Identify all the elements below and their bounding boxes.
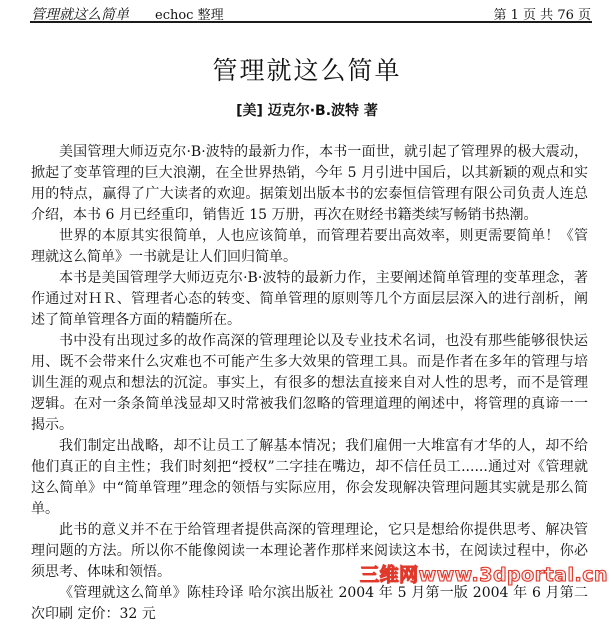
header-divider: [30, 21, 592, 23]
paragraph: 此书的意义并不在于给管理者提供高深的管理理论，它只是想给你提供思考、解决管理问题的方法。所以你不能像阅读一本理论著作那样来阅读这本书，在阅读过程中，你必须思考、体味和领悟。: [31, 522, 588, 580]
header-page-indicator: 第 1 页 共 76 页: [493, 8, 591, 23]
paragraph: 《管理就这么简单》陈桂玲译 哈尔滨出版社 2004 年 5 月第一版 2004 年 6 月第二次印刷 定价：32 元: [31, 585, 588, 622]
book-title: 管理就这么简单: [212, 56, 402, 85]
author-line: [美] 迈克尔·B.波特 著: [236, 103, 378, 119]
paragraph: 我们制定出战略，却不让员工了解基本情况；我们雇佣一大堆富有才华的人，却不给他们真正的自主性；我们时刻把“授权”二字挂在嘴边，却不信任员工......通过对《管理就这么简单》中“简单管理”理念的领悟与实际应用，你会发现解决管理问题其实就是那么简单。: [31, 438, 588, 517]
header-compiler: echoc 整理: [155, 8, 224, 23]
header-book-title: 管理就这么简单: [31, 7, 129, 23]
paragraph: 书中没有出现过多的故作高深的管理理论以及专业技术名词，也没有那些能够很快运用、既不会带来什么灾难也不可能产生多大效果的管理工具。而是作者在多年的管理与培训生涯的观点和想法的沉淀。事实上，有很多的想法直接来自对人性的思考，而不是管理逻辑。在对一条条简单浅显却又时常被我们忽略的管理道理的阐述中，将管理的真谛一一揭示。: [31, 333, 588, 433]
watermark: 三维网www.3dportal.cn: [360, 564, 608, 586]
paragraph: 美国管理大师迈克尔·B·波特的最新力作，本书一面世，就引起了管理界的极大震动，掀起了变革管理的巨大浪潮，在全世界热销，今年 5 月引进中国后，以其新颖的观点和实用的特点，赢得了广大读者的欢迎。据策划出版本书的宏泰恒信管理有限公司负责人连总介绍，本书 6 月已经重印，销售近 15 万册，再次在财经书籍类续写畅销书热潮。: [31, 144, 588, 223]
paragraph: 本书是美国管理学大师迈克尔·B·波特的最新力作，主要阐述简单管理的变革理念，著作通过对ＨＲ、管理者心态的转变、简单管理的原则等几个方面层层深入的进行剖析，阐述了简单管理各方面的精髓所在。: [31, 270, 588, 328]
body-text: [31, 142, 588, 625]
paragraph: 世界的本原其实很简单，人也应该简单，而管理若要出高效率，则更需要简单！《管理就这么简单》一书就是让人们回归简单。: [31, 228, 588, 265]
